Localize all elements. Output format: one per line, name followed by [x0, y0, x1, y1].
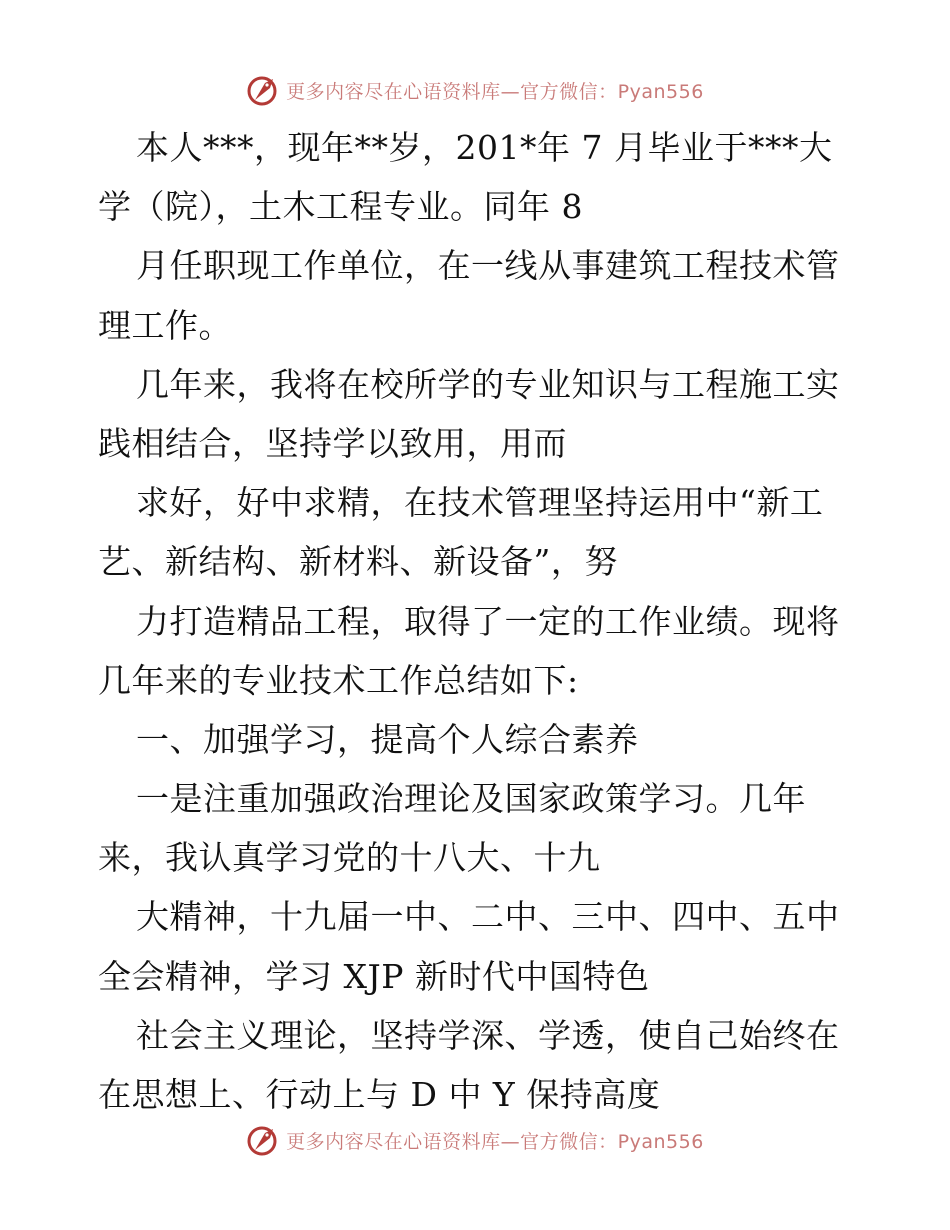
text-line: 月任职现工作单位，在一线从事建筑工程技术管	[136, 246, 840, 286]
text-line: 践相结合，坚持学以致用，用而	[98, 423, 567, 463]
text-line: 大精神，十九届一中、二中、三中、四中、五中	[136, 897, 840, 937]
footer-banner	[0, 1120, 950, 1160]
banner-text: 更多内容尽在心语资料库—官方微信：Pyan556	[286, 1130, 704, 1153]
text-line: 几年来，我将在校所学的专业知识与工程施工实	[136, 364, 840, 404]
header-banner	[0, 70, 950, 110]
text-line: 理工作。	[98, 305, 232, 345]
banner-text: 更多内容尽在心语资料库—官方微信：Pyan556	[286, 80, 704, 103]
pen-nib-circle-icon	[246, 1123, 280, 1157]
text-line: 艺、新结构、新材料、新设备”，努	[98, 542, 618, 582]
pen-nib-circle-icon	[246, 73, 280, 107]
text-line: 本人***，现年**岁，201*年 7 月毕业于***大	[136, 128, 833, 167]
text-line: 来，我认真学习党的十八大、十九	[98, 838, 601, 878]
text-line: 力打造精品工程，取得了一定的工作业绩。现将	[136, 601, 840, 641]
text-line: 一是注重加强政治理论及国家政策学习。几年	[136, 779, 806, 819]
text-line: 求好，好中求精，在技术管理坚持运用中“新工	[136, 483, 824, 523]
text-line: 全会精神，学习 XJP 新时代中国特色	[98, 956, 650, 996]
text-line: 学（院），土木工程专业。同年 8	[98, 187, 583, 227]
document-body	[98, 118, 858, 1124]
text-line: 在思想上、行动上与 D 中 Y 保持高度	[98, 1075, 661, 1114]
text-line: 一、加强学习，提高个人综合素养	[136, 719, 639, 759]
text-line: 社会主义理论，坚持学深、学透，使自己始终在	[136, 1015, 840, 1055]
text-line: 几年来的专业技术工作总结如下:	[98, 660, 579, 700]
